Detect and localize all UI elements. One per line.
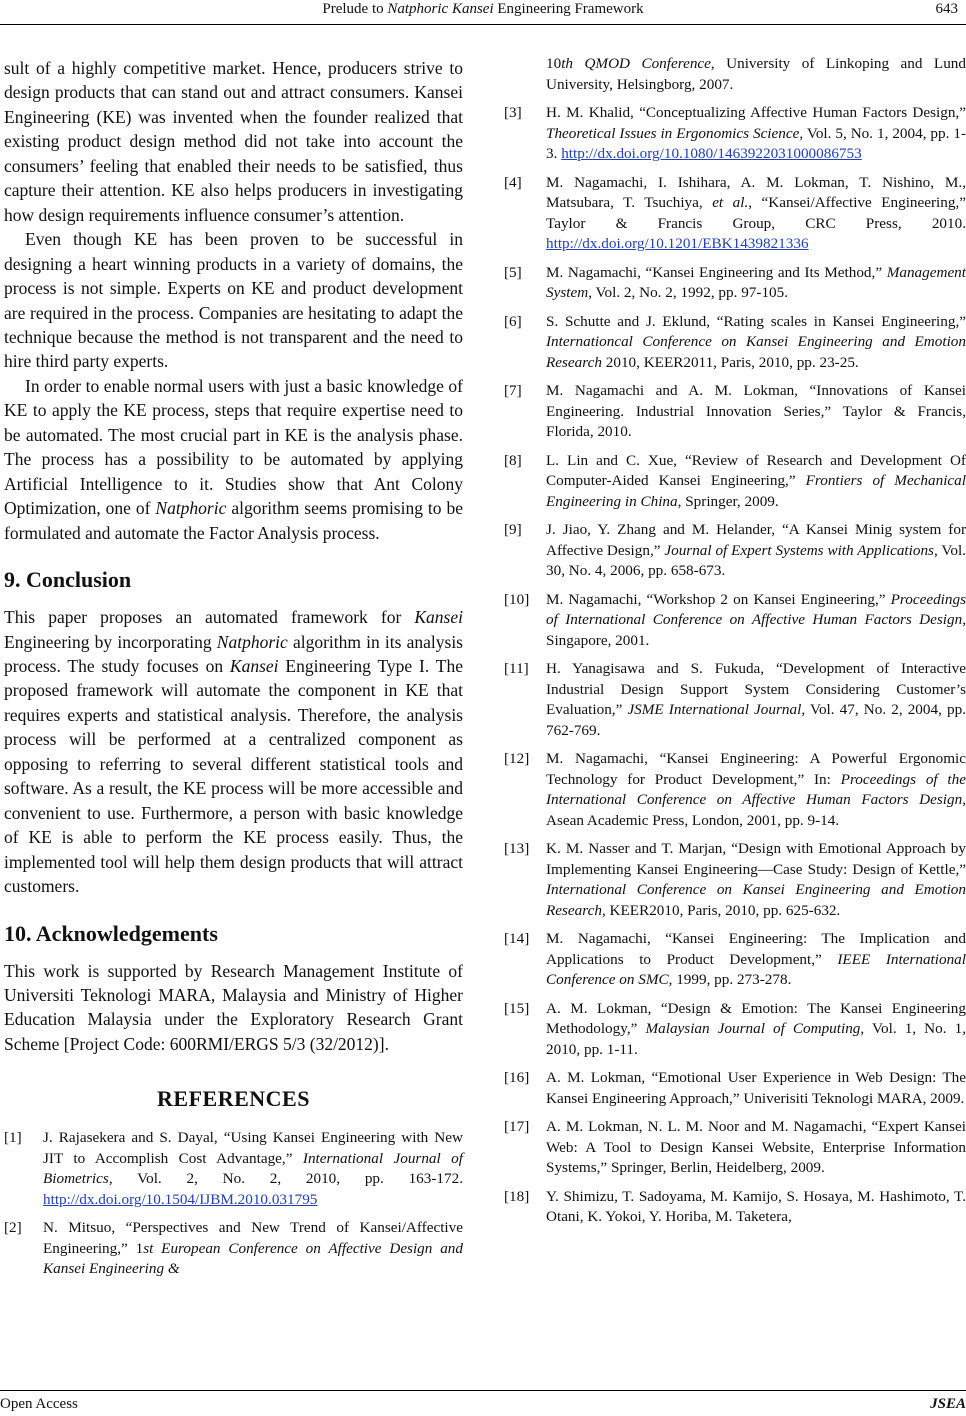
- conclusion-paragraph: [4, 605, 463, 898]
- left-column: [4, 56, 463, 1288]
- italic-term: Kansei: [229, 655, 279, 676]
- reference-item: [504, 103, 966, 165]
- text-span: 10: [546, 55, 562, 72]
- reference-item: [504, 1068, 966, 1109]
- italic-title: Proceedings of International Conference on Affective Human Factors Design: [546, 590, 966, 628]
- text-span: , Springer, 2009.: [677, 492, 779, 510]
- doi-link[interactable]: http://dx.doi.org/10.1504/IJBM.2010.031795: [43, 1190, 318, 1208]
- reference-item: [504, 749, 966, 831]
- text-span: M. Nagamachi, “Kansei Engineering and Its Method,”: [546, 263, 887, 281]
- journal-abbrev: JSEA: [930, 1396, 966, 1412]
- text-span: H. M. Khalid, “Conceptualizing Affective Human Factors Design,”: [546, 104, 966, 121]
- text-span: 2010, KEER2011, Paris, 2010, pp. 23-25.: [601, 353, 859, 371]
- italic-text: et al.: [712, 194, 749, 211]
- doi-link[interactable]: http://dx.doi.org/10.1201/EBK1439821336: [546, 235, 809, 252]
- italic-title: IEEE International Conference on SMC: [546, 950, 966, 988]
- italic-title: International Journal of Biometrics: [43, 1149, 463, 1188]
- italic-title: th QMOD Conference: [561, 55, 711, 72]
- references-heading: REFERENCES: [157, 1086, 310, 1112]
- body-paragraph: Even though KE has been proven to be successful in designing a heart winning products in a variety of domains, the process is not simple. Experts on KE and product development are required in the process. Companies are hesitating to adapt the technique because the method is not transparent and the need to hire third party experts.: [4, 229, 463, 372]
- text-span: , 1999, pp. 273-278.: [668, 971, 792, 988]
- text-span: A. M. Lokman, “Design & Emotion: The Kansei Engineering Methodology,”: [546, 999, 966, 1037]
- reference-item: [504, 381, 966, 443]
- reference-number: [5]: [504, 263, 522, 281]
- running-title-suffix: Engineering Framework: [493, 1, 644, 17]
- italic-term: Natphoric: [216, 631, 288, 652]
- text-span: algorithm seems promising to be formulated and automate the Factor Analysis process.: [4, 498, 463, 543]
- right-column: [504, 54, 966, 1236]
- text-span: M. Nagamachi and A. M. Lokman, “Innovations of Kansei Engineering. Industrial Innovation Series,” Taylor & Francis, Florida, 2010.: [546, 382, 966, 440]
- reference-number: [1]: [4, 1129, 22, 1147]
- reference-item: [504, 263, 966, 304]
- text-span: , Vol. 5, No. 1, 2004, pp. 1-3.: [546, 124, 966, 162]
- reference-item: [504, 451, 966, 513]
- reference-number: [6]: [504, 312, 522, 330]
- text-span: M. Nagamachi, I. Ishihara, A. M. Lokman, T. Nishino, M., Matsubara, T. Tsuchiya,: [546, 173, 966, 211]
- doi-link[interactable]: http://dx.doi.org/10.1080/1463922031000086753: [561, 145, 862, 162]
- text-span: A. M. Lokman, N. L. M. Noor and M. Nagamachi, “Expert Kansei Web: A Tool to Design Kansei Website, Enterprise Information Systems,” Springer, Berlin, Heidelberg, 2009.: [546, 1118, 966, 1176]
- text-span: , “Kansei/Affective Engineering,” Taylor & Francis Group, CRC Press, 2010.: [546, 194, 966, 232]
- text-span: , University of Linkoping and Lund University, Helsingborg, 2007.: [546, 55, 966, 93]
- reference-number: [11]: [504, 660, 529, 677]
- text-span: In order to enable normal users with just a basic knowledge of KE to apply the KE process, steps that require expertise need to be automated. The most crucial part in KE is the analysis phase. The process has a possibility to be automated by applying Artificial Intelligence to it. Studies show that Ant Colony Optimization, one of: [4, 375, 463, 519]
- text-span: N. Mitsuo, “Perspectives and New Trend of Kansei/Affective Engineering,” 1: [43, 1219, 463, 1257]
- text-span: , KEER2010, Paris, 2010, pp. 625-632.: [601, 901, 841, 919]
- text-span: Engineering by incorporating: [4, 631, 217, 652]
- text-span: J. Rajasekera and S. Dayal, “Using Kansei Engineering with New JIT to Accomplish Cost Advantage,”: [43, 1129, 463, 1167]
- reference-number: [16]: [504, 1069, 530, 1086]
- header-rule: [0, 24, 966, 25]
- reference-item: [504, 1117, 966, 1179]
- reference-item: [504, 312, 966, 374]
- reference-item: [504, 659, 966, 741]
- text-span: M. Nagamachi, “Kansei Engineering: The Implication and Applications to Product Development,”: [546, 930, 966, 968]
- text-span: , Asean Academic Press, London, 2001, pp. 9-14.: [546, 791, 966, 829]
- reference-number: [12]: [504, 750, 530, 767]
- text-span: , Vol. 47, No. 2, 2004, pp. 762-769.: [546, 701, 966, 739]
- text-span: , Vol. 30, No. 4, 2006, pp. 658-673.: [546, 541, 966, 579]
- footer-rule: [0, 1390, 966, 1391]
- text-span: M. Nagamachi, “Workshop 2 on Kansei Engineering,”: [546, 590, 891, 608]
- reference-number: [17]: [504, 1118, 530, 1135]
- reference-number: [15]: [504, 999, 530, 1017]
- running-title-prefix: Prelude to: [322, 1, 388, 17]
- reference-item: [504, 1187, 966, 1228]
- italic-title: Internationcal Conference on Kansei Engineering and Emotion Research: [546, 333, 966, 371]
- italic-title: Frontiers of Mechanical Engineering in China: [546, 472, 966, 510]
- acknowledgements-heading: 10. Acknowledgements: [4, 920, 218, 946]
- text-span: A. M. Lokman, “Emotional User Experience in Web Design: The Kansei Engineering Approach,” Univerisiti Teknologi MARA, 2009.: [546, 1069, 966, 1107]
- text-span: , Vol. 2, No. 2, 1992, pp. 97-105.: [588, 284, 789, 301]
- italic-title: Management System: [546, 263, 966, 301]
- reference-number: [7]: [504, 382, 522, 399]
- reference-number: [13]: [504, 840, 530, 857]
- reference-number: [10]: [504, 590, 530, 608]
- italic-title: Malaysian Journal of Computing: [645, 1020, 861, 1037]
- body-paragraph: sult of a highly competitive market. Hence, producers strive to design products that can stand out and attract consumers. Kansei Engineering (KE) was invented when the founder realized that existing product design method did not take into account the consumers’ feeling that enabled their needs to be satisfied, thus capture their attention. KE also helps producers in investigating how design requirements influence consumer’s attention.: [4, 58, 463, 225]
- text-span: This paper proposes an automated framework for: [4, 607, 415, 628]
- italic-title: International Conference on Kansei Engineering and Emotion Research: [546, 881, 966, 919]
- italic-title: Theoretical Issues in Ergonomics Science: [546, 124, 800, 142]
- reference-number: [4]: [504, 173, 522, 191]
- reference-item: [504, 999, 966, 1061]
- reference-number: [2]: [4, 1219, 22, 1237]
- conclusion-heading: 9. Conclusion: [4, 567, 132, 593]
- text-span: Engineering Type I. The proposed framework will automate the component in KE that requires experts and statistical analysis. Therefore, the analysis process will be performed at a centralized component as opposing to referring to several different statistical tools and software. As a result, the KE process will be more accessible and convenient to use. Furthermore, a person with basic knowledge of KE is able to perform the KE process easily. Thus, the implemented tool will help them design products that will attract customers.: [4, 655, 463, 897]
- reference-number: [14]: [504, 930, 530, 947]
- reference-item: [504, 173, 966, 255]
- reference-number: [8]: [504, 451, 522, 469]
- page-number: 643: [935, 1, 958, 17]
- text-span: S. Schutte and J. Eklund, “Rating scales in Kansei Engineering,”: [546, 312, 966, 330]
- reference-number: [3]: [504, 104, 522, 121]
- running-title: [0, 1, 966, 18]
- open-access-label: Open Access: [0, 1396, 78, 1412]
- text-span: L. Lin and C. Xue, “Review of Research and Development Of Computer-Aided Kansei Engineering,”: [546, 451, 966, 489]
- reference-item: [4, 1218, 463, 1280]
- italic-term: Natphoric: [155, 498, 227, 519]
- reference-item: [504, 929, 966, 991]
- running-title-italic: Natphoric Kansei: [387, 1, 494, 17]
- text-span: H. Yanagisawa and S. Fukuda, “Development of Interactive Industrial Design Support System Considering Customer’s Evaluation,”: [546, 660, 966, 718]
- reference-item: [4, 1128, 463, 1210]
- reference-number: [9]: [504, 521, 522, 538]
- italic-title: st European Conference on Affective Design and Kansei Engineering &: [43, 1239, 463, 1278]
- text-span: M. Nagamachi, “Kansei Engineering: A Powerful Ergonomic Technology for Product Development,” In:: [546, 750, 966, 788]
- italic-title: JSME International Journal: [627, 701, 802, 718]
- italic-term: Kansei: [414, 607, 463, 628]
- reference-item: [504, 590, 966, 652]
- reference-continuation: [504, 54, 966, 95]
- text-span: K. M. Nasser and T. Marjan, “Design with Emotional Approach by Implementing Kansei Engineering—Case Study: Design of Kettle,”: [546, 840, 966, 878]
- text-span: algorithm in its analysis process. The study focuses on: [4, 631, 463, 676]
- reference-number: [18]: [504, 1187, 530, 1205]
- italic-title: Proceedings of the International Conference on Affective Human Factors Design: [546, 770, 966, 808]
- text-span: , Vol. 1, No. 1, 2010, pp. 1-11.: [546, 1020, 966, 1058]
- reference-item: [504, 520, 966, 582]
- reference-item: [504, 839, 966, 921]
- text-span: Y. Shimizu, T. Sadoyama, M. Kamijo, S. Hosaya, M. Hashimoto, T. Otani, K. Yokoi, Y. Horiba, M. Taketera,: [546, 1187, 966, 1225]
- italic-title: Journal of Expert Systems with Applications: [664, 541, 934, 559]
- text-span: , Singapore, 2001.: [546, 611, 966, 649]
- body-paragraph: [4, 374, 463, 545]
- acknowledgements-paragraph: This work is supported by Research Management Institute of Universiti Teknologi MARA, Malaysia and Ministry of Higher Education Malaysia under the Exploratory Research Grant Scheme [Project Code: 600RMI/ERGS 5/3 (32/2012)].: [4, 960, 463, 1054]
- text-span: J. Jiao, Y. Zhang and M. Helander, “A Kansei Minig system for Affective Design,”: [546, 521, 966, 559]
- text-span: , Vol. 2, No. 2, 2010, pp. 163-172.: [108, 1170, 463, 1188]
